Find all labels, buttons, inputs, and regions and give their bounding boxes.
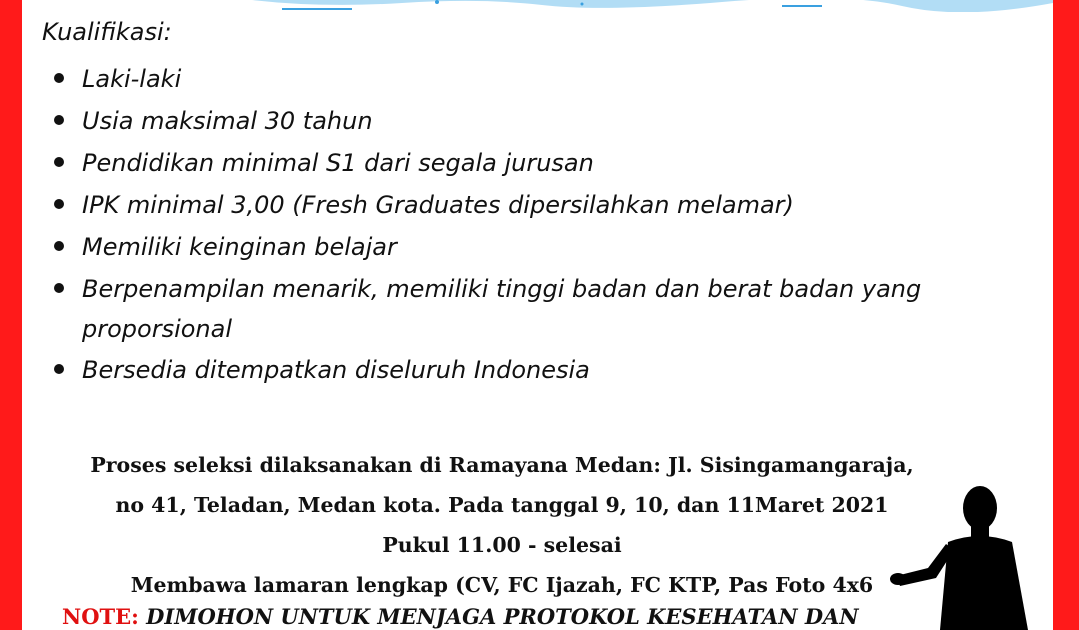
red-frame-left bbox=[0, 0, 22, 630]
list-item-text: Memiliki keinginan belajar bbox=[82, 233, 397, 261]
red-frame-right bbox=[1053, 0, 1079, 630]
list-item bbox=[52, 58, 962, 100]
bullet-icon bbox=[54, 241, 64, 251]
bullet-icon bbox=[54, 157, 64, 167]
requirements-line: Membawa lamaran lengkap (CV, FC Ijazah, FC KTP, Pas Foto 4x6 bbox=[130, 573, 874, 597]
list-item-text: Berpenampilan menarik, memiliki tinggi badan dan berat badan yang bbox=[82, 275, 922, 303]
note-text: DIMOHON UNTUK MENJAGA PROTOKOL KESEHATAN DAN bbox=[138, 604, 859, 629]
presenter-silhouette-icon bbox=[870, 478, 1040, 630]
bullet-icon bbox=[54, 115, 64, 125]
list-item bbox=[52, 142, 962, 184]
list-item bbox=[52, 100, 962, 142]
selection-date-line: no 41, Teladan, Medan kota. Pada tanggal 9, 10, dan 11Maret 2021 bbox=[115, 493, 889, 517]
list-item bbox=[52, 226, 962, 268]
list-item bbox=[52, 184, 962, 226]
list-item-text: Bersedia ditempatkan diseluruh Indonesia bbox=[82, 356, 590, 384]
bullet-icon bbox=[54, 364, 64, 374]
top-decoration bbox=[22, 0, 1053, 12]
bullet-icon bbox=[54, 199, 64, 209]
qualifications-list bbox=[52, 58, 962, 391]
list-item-text: Usia maksimal 30 tahun bbox=[82, 107, 373, 135]
bullet-icon bbox=[54, 283, 64, 293]
note-label: NOTE: bbox=[62, 604, 139, 629]
list-item-continuation: proporsional bbox=[82, 315, 233, 343]
list-item-text: IPK minimal 3,00 (Fresh Graduates dipersilahkan melamar) bbox=[82, 191, 794, 219]
bullet-icon bbox=[54, 73, 64, 83]
health-protocol-note bbox=[62, 604, 859, 629]
list-item bbox=[52, 349, 962, 391]
selection-location-line: Proses seleksi dilaksanakan di Ramayana Medan: Jl. Sisingamangaraja, bbox=[90, 453, 914, 477]
list-item-text: Pendidikan minimal S1 dari segala jurusan bbox=[82, 149, 594, 177]
list-item bbox=[52, 268, 962, 349]
selection-time-line: Pukul 11.00 - selesai bbox=[382, 533, 622, 557]
selection-info bbox=[22, 445, 982, 605]
list-item-text: Laki-laki bbox=[82, 65, 182, 93]
qualifications-heading: Kualifikasi: bbox=[42, 18, 172, 46]
